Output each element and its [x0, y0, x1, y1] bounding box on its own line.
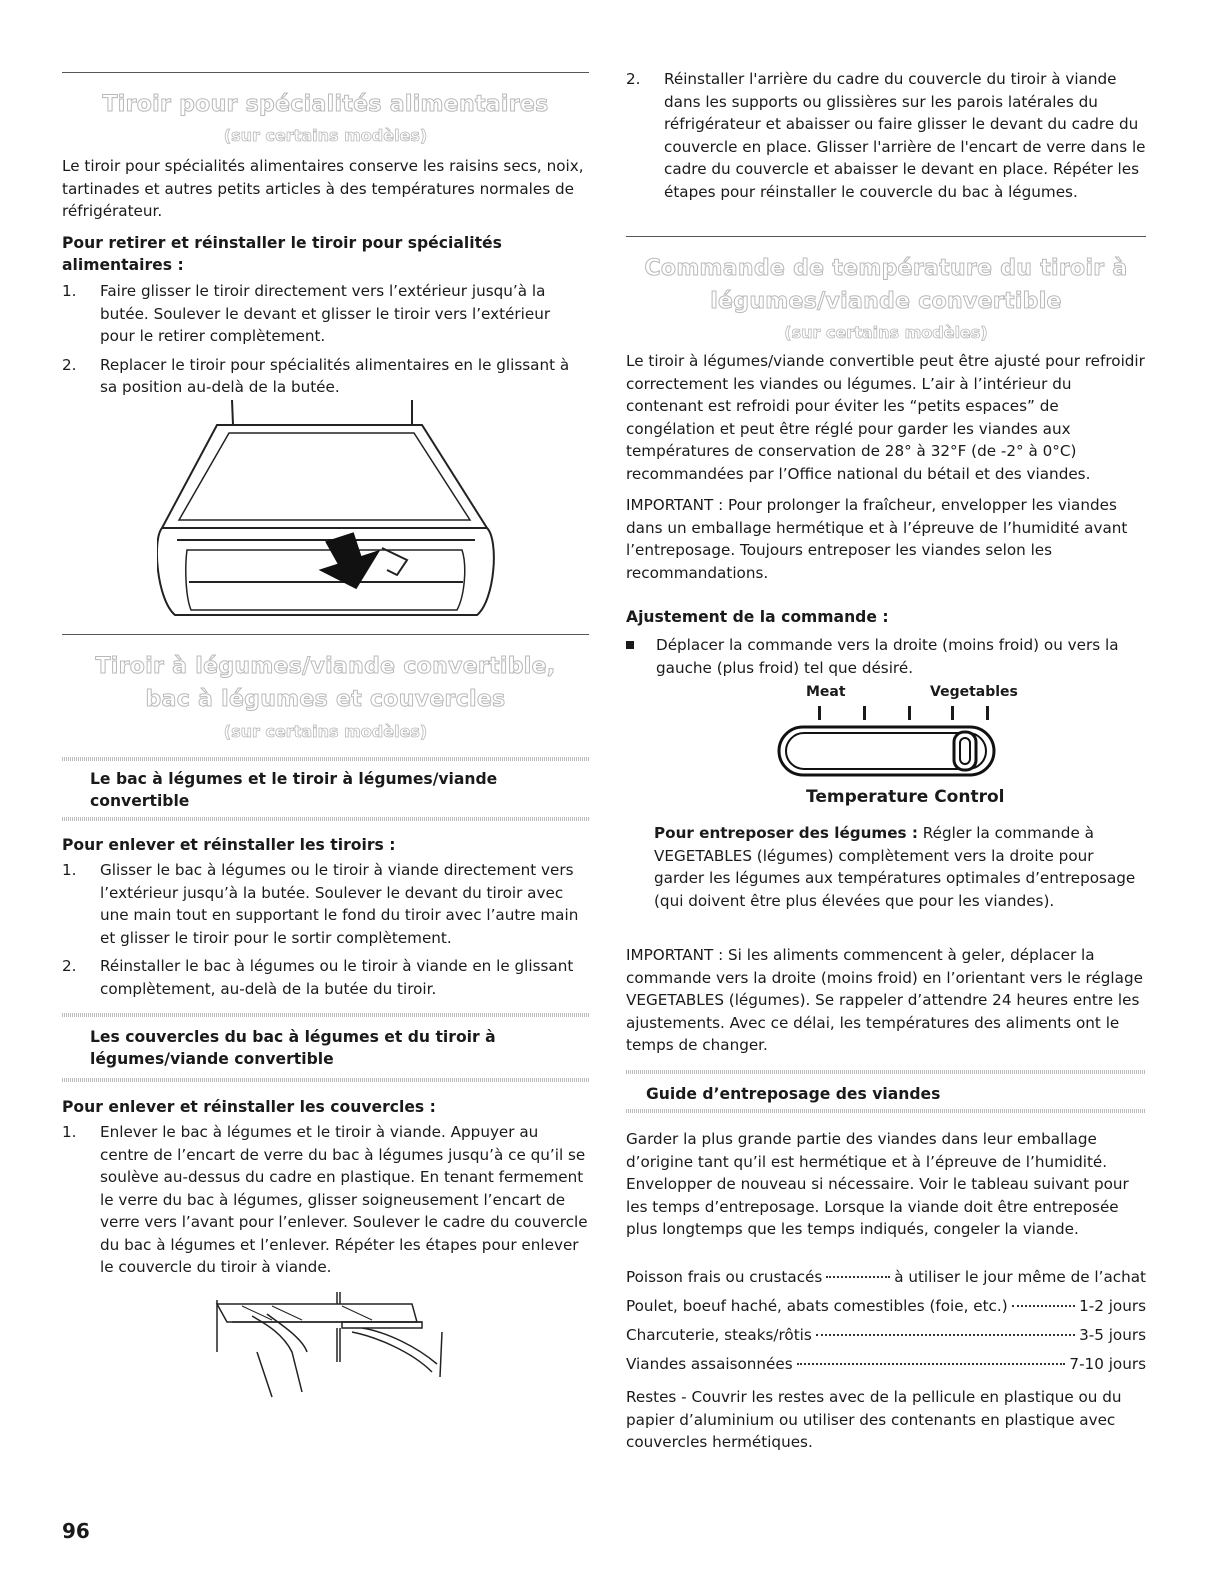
steps-list — [62, 1121, 589, 1285]
section-title: Tiroir pour spécialités alimentaires — [102, 92, 549, 117]
hatch-divider — [626, 1070, 1146, 1074]
vegetables-label: Vegetables — [930, 684, 1018, 700]
list-item: 1. Faire glisser le tiroir directement vers l’extérieur jusqu’à la butée. Soulever le devant et glisser le tiroir vers l’extérieur pour le retirer complètement. — [62, 282, 551, 345]
meat-label: Meat — [806, 684, 846, 700]
instruction-heading: Pour retirer et réinstaller le tiroir pour spécialités alimentaires : — [62, 234, 502, 274]
section-title-line: Tiroir à légumes/viande convertible, — [95, 654, 556, 679]
cover-illustration — [212, 1292, 452, 1407]
table-row: Poisson frais ou crustacés à utiliser le jour même de l’achat — [626, 1268, 1146, 1286]
scale-tick — [986, 706, 989, 720]
adjustment-heading: Ajustement de la commande : — [626, 608, 889, 626]
list-item: 2. Réinstaller l'arrière du cadre du couvercle du tiroir à viande dans les supports ou glissières sur les parois latérales du réfrigérateur et abaisser ou faire glisser le devant du cadre du couvercle en place. Glisser l'arrière de l'encart de verre dans le cadre du couvercle et abaisser le devant en place. Répéter les étapes pour réinstaller le couvercle du bac à légumes. — [626, 70, 1146, 201]
section-subtitle: (sur certains modèles) — [223, 722, 428, 741]
subsection-heading: Le bac à légumes et le tiroir à légumes/viande convertible — [90, 770, 498, 810]
bullet-square — [626, 641, 634, 649]
steps-list — [626, 68, 1146, 209]
hatch-divider — [62, 1078, 589, 1082]
scale-tick — [908, 706, 911, 720]
table-row: Poulet, boeuf haché, abats comestibles (foie, etc.) 1-2 jours — [626, 1297, 1146, 1315]
hatch-divider — [626, 1109, 1146, 1113]
leftovers-paragraph: Restes - Couvrir les restes avec de la pellicule en plastique ou du papier d’aluminium ou utiliser des contenants en plastique avec couvercles hermétiques. — [626, 1388, 1122, 1451]
section-title-line: bac à légumes et couvercles — [145, 687, 506, 712]
section-subtitle: (sur certains modèles) — [223, 126, 428, 145]
hatch-divider — [62, 1013, 589, 1017]
section-title-line: légumes/viande convertible — [710, 289, 1062, 314]
hatch-divider — [62, 757, 589, 761]
scale-tick — [951, 706, 954, 720]
steps-list — [62, 280, 589, 405]
table-row: Charcuterie, steaks/rôtis 3-5 jours — [626, 1326, 1146, 1344]
divider — [62, 634, 589, 635]
subsection-heading: Guide d’entreposage des viandes — [646, 1085, 941, 1103]
divider — [626, 236, 1146, 237]
drawer-illustration — [157, 400, 497, 625]
important-note: IMPORTANT : Si les aliments commencent à geler, déplacer la commande vers la droite (moins froid) en l’orientant vers le réglage VEGETABLES (légumes). Se rappeler d’attendre 24 heures entre les ajustements. Avec ce délai, les températures des aliments ont le temps de changer. — [626, 946, 1143, 1054]
hatch-divider — [62, 817, 589, 821]
divider — [62, 72, 589, 73]
intro-paragraph: Le tiroir pour spécialités alimentaires conserve les raisins secs, noix, tartinades et autres petits articles à des températures normales de réfrigérateur. — [62, 157, 584, 220]
control-caption: Temperature Control — [806, 787, 1005, 807]
list-item: 2. Replacer le tiroir pour spécialités alimentaires en le glissant à sa position au-delà de la butée. — [62, 355, 570, 396]
control-slider — [776, 724, 1006, 784]
meat-guide-intro: Garder la plus grande partie des viandes dans leur emballage d’origine tant qu’il est hermétique et à l’épreuve de l’humidité. Envelopper de nouveau si nécessaire. Voir le tableau suivant pour les temps d’entreposage. Lorsque la viande doit être entreposée plus longtemps que les temps indiqués, congeler la viande. — [626, 1130, 1129, 1238]
temperature-control-diagram — [776, 684, 1016, 814]
important-note: IMPORTANT : Pour prolonger la fraîcheur, envelopper les viandes dans un emballage hermétique et à l’épreuve de l’humidité avant l’entreposage. Toujours entreposer les viandes selon les recommandations. — [626, 496, 1128, 582]
table-row: Viandes assaisonnées 7-10 jours — [626, 1355, 1146, 1373]
scale-tick — [818, 706, 821, 720]
instruction-heading: Pour enlever et réinstaller les couvercles : — [62, 1098, 436, 1116]
bullet-item: Déplacer la commande vers la droite (moins froid) ou vers la gauche (plus froid) tel que désiré. — [626, 634, 1146, 679]
intro-paragraph: Le tiroir à légumes/viande convertible peut être ajusté pour refroidir correctement les viandes ou légumes. L’air à l’intérieur du contenant est refroidi pour éviter les “petits espaces” de congélation et peut être réglé pour garder les viandes aux températures de conservation de 28° à 32°F (de -2° à 0°C) recommandées par l’Office national du bétail et des viandes. — [626, 352, 1145, 483]
section-subtitle: (sur certains modèles) — [784, 323, 988, 342]
subsection-heading: Les couvercles du bac à légumes et du tiroir à légumes/viande convertible — [90, 1028, 496, 1068]
list-item: 1. Enlever le bac à légumes et le tiroir à viande. Appuyer au centre de l’encart de verre du bac à légumes jusqu’à ce qu’il se soulève au-dessus du cadre en plastique. En tenant fermement le verre du bac à légumes, glisser soigneusement l’encart de verre vers l’avant pour l’enlever. Soulever le cadre du couvercle du bac à légumes et l’enlever. Répéter les étapes pour enlever le couvercle du tiroir à viande. — [62, 1123, 588, 1276]
page-number: 96 — [62, 1519, 90, 1543]
list-item: 2. Réinstaller le bac à légumes ou le tiroir à viande en le glissant complètement, au-delà de la butée du tiroir. — [62, 957, 574, 998]
section-title-line: Commande de température du tiroir à — [644, 256, 1128, 281]
instruction-heading: Pour enlever et réinstaller les tiroirs : — [62, 836, 396, 854]
vegetable-storage-note: Pour entreposer des légumes : Régler la commande à VEGETABLES (légumes) complètement vers la droite pour garder les légumes aux températures optimales d’entreposage (qui doivent être plus élevées que pour les viandes). — [654, 824, 1136, 910]
list-item: 1. Glisser le bac à légumes ou le tiroir à viande directement vers l’extérieur jusqu’à la butée. Soulever le devant du tiroir avec une main tout en supportant le fond du tiroir avec l’autre main et glisser le tiroir pour le sortir complètement. — [62, 861, 579, 947]
scale-tick — [863, 706, 866, 720]
steps-list — [62, 859, 589, 1006]
storage-table — [626, 1268, 1146, 1384]
